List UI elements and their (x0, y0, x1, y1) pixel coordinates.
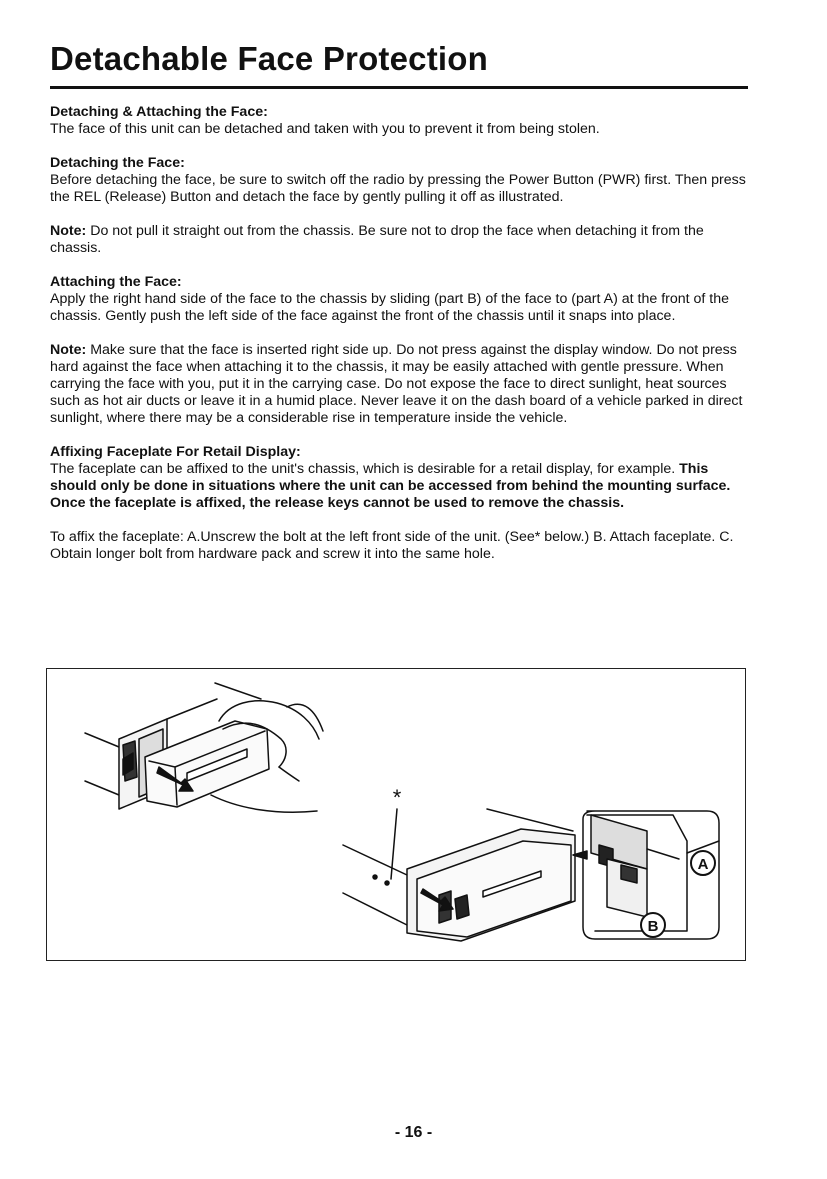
attaching-text: Apply the right hand side of the face to the chassis by sliding (part B) of the face to (part A) at the front of the chassis. Gently push the left side of the face against the front of the chassis until it snaps into place. (50, 291, 730, 324)
attaching-section (50, 274, 750, 325)
detaching-heading: Detaching the Face: (50, 155, 185, 171)
left-faceplate-drawing (145, 699, 269, 807)
affix-steps-text: To affix the faceplate: A.Unscrew the bolt at the left front side of the unit. (See* below.) B. Attach faceplate. C. Obtain longer bolt from hardware pack and screw it into the same hole. (50, 529, 734, 562)
illustration (47, 669, 747, 962)
callout-b-label: B (647, 918, 659, 935)
detail-inset-drawing (573, 811, 719, 939)
callout-a-label: A (697, 856, 709, 873)
detaching-text: Before detaching the face, be sure to switch off the radio by pressing the Power Button (PWR) first. Then press the REL (Release) Button and detach the face by gently pulling it off as illustrated. (50, 172, 746, 205)
note-text: Do not pull it straight out from the chassis. Be sure not to drop the face when detaching it from the chassis. (50, 223, 704, 256)
note-label: Note: (50, 342, 87, 358)
affixing-warning: This should only be done in situations where the unit can be accessed from behind the mounting surface. Once the faceplate is affixed, the release keys cannot be used to remove the chassis. (50, 461, 731, 511)
illustration-frame (46, 668, 746, 961)
asterisk-label: * (392, 785, 402, 810)
page-title: Detachable Face Protection (50, 40, 489, 77)
center-chassis-drawing (343, 809, 575, 941)
note-attach (50, 342, 750, 427)
detach-attach-heading: Detaching & Attaching the Face: (50, 104, 268, 120)
detaching-section (50, 155, 750, 206)
affix-steps (50, 529, 750, 563)
note-text: Make sure that the face is inserted right side up. Do not press against the display window. Do not press hard against the face when attaching it to the chassis, it may be easily attached with gentle pressure. When carrying the face with you, put it in the carrying case. Do not expose the face to direct sunlight, heat sources such as hot air ducts or leave it in a humid place. Never leave it on the dash board of a vehicle parked in direct sunlight, where there may be a considerable rise in temperature inside the vehicle. (50, 342, 743, 426)
affixing-section (50, 444, 750, 512)
detach-attach-section (50, 104, 750, 138)
attaching-heading: Attaching the Face: (50, 274, 182, 290)
affixing-heading: Affixing Faceplate For Retail Display: (50, 444, 301, 460)
body-text (50, 104, 750, 580)
affixing-text: The faceplate can be affixed to the unit's chassis, which is desirable for a retail display, for example. (50, 461, 676, 477)
note-detach (50, 223, 750, 257)
detach-attach-text: The face of this unit can be detached and taken with you to prevent it from being stolen. (50, 121, 600, 137)
note-label: Note: (50, 223, 87, 239)
page-number: - 16 - (394, 1124, 433, 1141)
title-rule (50, 86, 748, 89)
